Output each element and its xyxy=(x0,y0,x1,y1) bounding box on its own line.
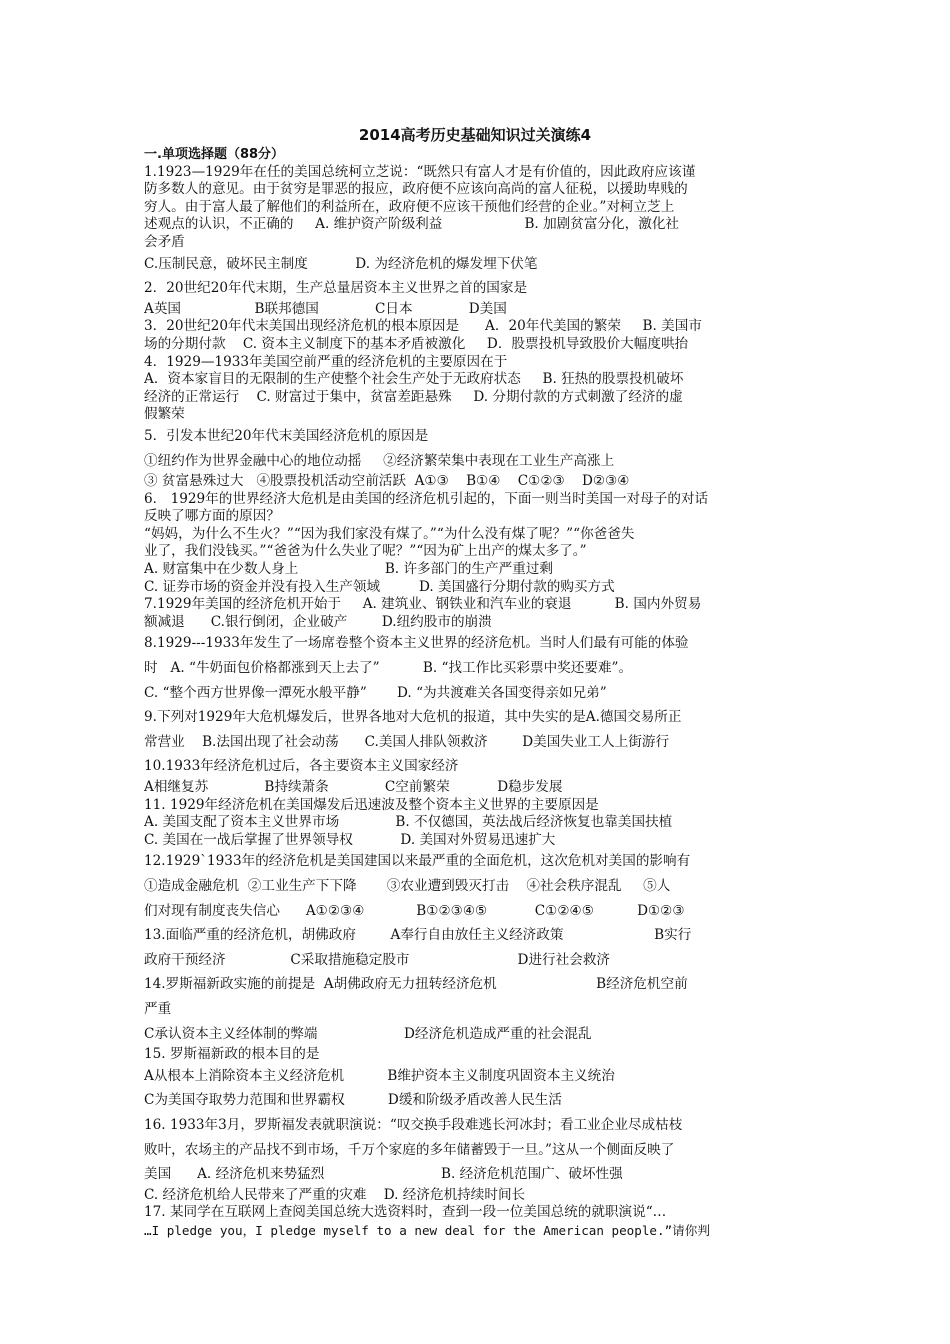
text-line: 常营业 B.法国出现了社会动荡 C.美国人排队领救济 D美国失业工人上街游行 xyxy=(144,733,670,750)
text-line: …I pledge you，I pledge myself to a new deal for the American people.”请你判 xyxy=(144,1222,710,1238)
text-line: ③ 贫富悬殊过大 ④股票投机活动空前活跃 A①③ B①④ C①②③ D②③④ xyxy=(144,473,630,490)
document-title: 2014高考历史基础知识过关演练4 xyxy=(358,126,592,144)
text-line: 政府干预经济 C采取措施稳定股市 D进行社会救济 xyxy=(144,951,611,968)
text-line: “妈妈，为什么不生火？”“因为我们家没有煤了。”“为什么没有煤了呢？”“你爸爸失 xyxy=(144,525,635,542)
text-line: A. 美国支配了资本主义世界市场 B. 不仅德国，英法战后经济恢复也靠美国扶植 xyxy=(144,814,673,831)
text-line: 10.1933年经济危机过后，各主要资本主义国家经济 xyxy=(144,758,459,775)
text-line: ①造成金融危机 ②工业生产下下降 ③农业遭到毁灭打击 ④社会秩序混乱 ⑤人 xyxy=(144,877,671,894)
text-line: 们对现有制度丧失信心 A①②③④ B①②③④⑤ C①②④⑤ D①②③ xyxy=(144,902,685,919)
document-body xyxy=(144,146,814,1239)
text-line: 美国 A. 经济危机来势猛烈 B. 经济危机范围广、破坏性强 xyxy=(144,1166,623,1183)
text-line: 穷人。由于富人最了解他们的利益所在，政府便不应该干预他们经营的企业。”对柯立芝上 xyxy=(144,198,675,215)
text-line: 业了，我们没钱买。”“爸爸为什么失业了呢？”“因为矿上出产的煤太多了。” xyxy=(144,543,587,560)
text-line: 2．20世纪20年代末期，生产总量居资本主义世界之首的国家是 xyxy=(144,280,528,297)
text-line: 13.面临严重的经济危机，胡佛政府 A奉行自由放任主义经济政策 B实行 xyxy=(144,927,692,944)
text-line: 反映了哪方面的原因？ xyxy=(144,508,280,525)
text-line: C. “整个西方世界像一潭死水般平静” D. “为共渡难关各国变得亲如兄弟” xyxy=(144,684,607,701)
text-line: 7.1929年美国的经济危机开始于 A. 建筑业、钢铁业和汽车业的衰退 B. 国内外贸易 xyxy=(144,596,702,613)
text-line: C为美国夺取势力范围和世界霸权 D缓和阶级矛盾改善人民生活 xyxy=(144,1092,562,1109)
text-line: 9.下列对1929年大危机爆发后，世界各地对大危机的报道，其中失实的是A.德国交易所正 xyxy=(144,709,682,726)
text-line: 6． 1929年的世界经济大危机是由美国的经济危机引起的，下面一则当时美国一对母子的对话 xyxy=(144,490,709,507)
text-line: 15. 罗斯福新政的根本目的是 xyxy=(144,1046,320,1063)
text-line: 14.罗斯福新政实施的前提是 A胡佛政府无力扭转经济危机 B经济危机空前 xyxy=(144,976,688,993)
text-line: A．资本家盲目的无限制的生产使整个社会生产处于无政府状态 B. 狂热的股票投机破坏 xyxy=(144,371,684,388)
text-line: 时 A. “牛奶面包价格都涨到天上去了” B. “找工作比买彩票中奖还要难”。 xyxy=(144,660,633,677)
text-line: 5．引发本世纪20年代末美国经济危机的原因是 xyxy=(144,427,429,444)
text-line: A相继复苏 B持续萧条 C空前繁荣 D稳步发展 xyxy=(144,779,563,795)
text-line: 11. 1929年经济危机在美国爆发后迅速波及整个资本主义世界的主要原因是 xyxy=(144,796,599,813)
text-line: 防多数人的意见。由于贫穷是罪恶的报应，政府便不应该向高尚的富人征税，以援助卑贱的 xyxy=(144,181,688,198)
text-line: C承认资本主义经体制的弊端 D经济危机造成严重的社会混乱 xyxy=(144,1025,592,1042)
text-line: A英国 B联邦德国 C日本 D美国 xyxy=(144,300,507,317)
text-line: 3．20世纪20年代末美国出现经济危机的根本原因是 A．20年代美国的繁荣 B. 美国市 xyxy=(144,318,702,335)
text-line: 12.1929`1933年的经济危机是美国建国以来最严重的全面危机，这次危机对美国的影响有 xyxy=(144,853,691,870)
text-line: 败叶，农场主的产品找不到市场，千万个家庭的多年储蓄毁于一旦。”这从一个侧面反映了 xyxy=(144,1141,675,1158)
text-line: 假繁荣 xyxy=(144,406,185,423)
text-line: 17. 某同学在互联网上查阅美国总统大选资料时，查到一段一位美国总统的就职演说“… xyxy=(144,1204,667,1221)
section-heading: 一.单项选择题（88分） xyxy=(144,147,285,162)
text-line: 严重 xyxy=(144,1000,172,1017)
text-line: ①纽约作为世界金融中心的地位动摇 ②经济繁荣集中表现在工业生产高涨上 xyxy=(144,452,615,469)
text-line: 4．1929—1933年美国空前严重的经济危机的主要原因在于 xyxy=(144,353,508,370)
text-line: C. 美国在一战后掌握了世界领导权 D. 美国对外贸易迅速扩大 xyxy=(144,831,556,848)
text-line: 述观点的认识，不正确的 A. 维护资产阶级利益 B. 加剧贫富分化，激化社 xyxy=(144,216,680,233)
text-line: 场的分期付款 C. 资本主义制度下的基本矛盾被激化 D．股票投机导致股价大幅度哄抬 xyxy=(144,335,689,352)
text-line: 经济的正常运行 C. 财富过于集中，贫富差距悬殊 D. 分期付款的方式刺激了经济的虚 xyxy=(144,388,683,405)
text-line: 1.1923—1929年在任的美国总统柯立芝说：“既然只有富人才是有价值的，因此政府应该谨 xyxy=(144,163,696,180)
text-line: C. 经济危机给人民带来了严重的灾难 D. 经济危机持续时间长 xyxy=(144,1186,526,1203)
text-line: C. 证券市场的资金并没有投入生产领域 D. 美国盛行分期付款的购买方式 xyxy=(144,578,615,595)
text-line: 16. 1933年3月，罗斯福发表就职演说：“叹交换手段难逃长河冰封；看工业企业尽成枯枝 xyxy=(144,1116,683,1133)
text-line: A. 财富集中在少数人身上 B. 许多部门的生产严重过剩 xyxy=(144,561,553,578)
text-line: 额减退 C.银行倒闭，企业破产 D.纽约股市的崩溃 xyxy=(144,613,492,630)
text-line: C.压制民意，破坏民主制度 D. 为经济危机的爆发埋下伏笔 xyxy=(144,255,538,272)
text-line: 会矛盾 xyxy=(144,233,185,250)
text-line: 8.1929---1933年发生了一场席卷整个资本主义世界的经济危机。当时人们最有可能的体验 xyxy=(144,635,689,652)
text-line: A从根本上消除资本主义经济危机 B维护资本主义制度巩固资本主义统治 xyxy=(144,1067,615,1084)
